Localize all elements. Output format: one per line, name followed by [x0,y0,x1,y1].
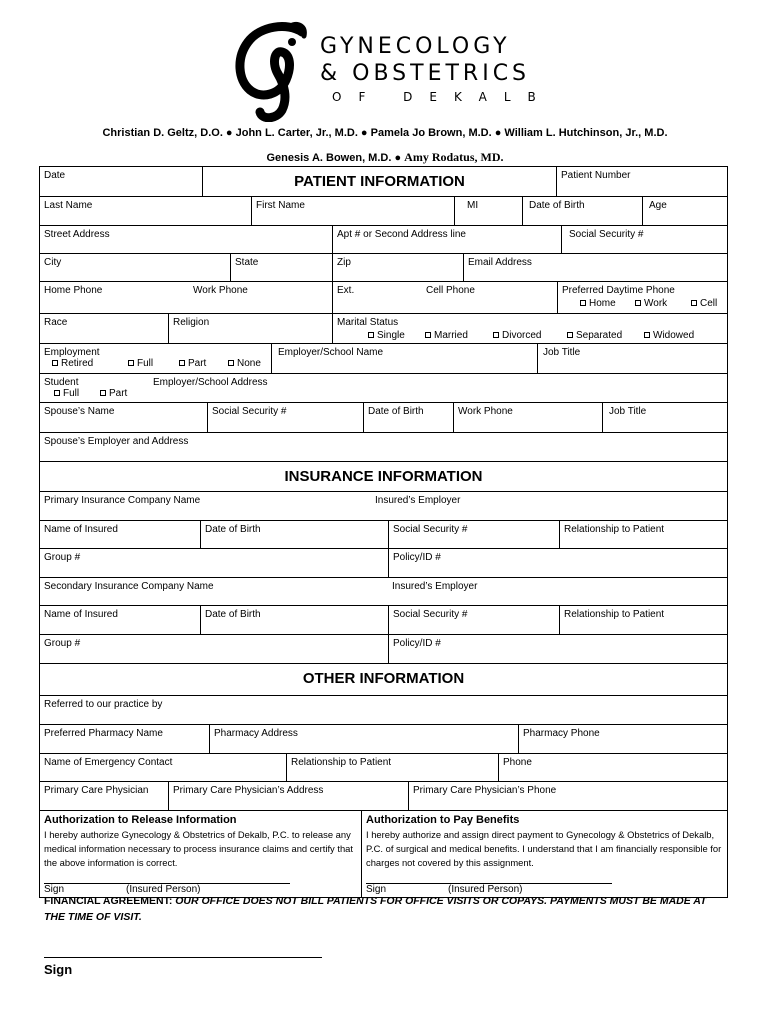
row-pharmacy [40,725,727,754]
separated-label: Separated [576,330,623,341]
relationship-to-patient2-label: Relationship to Patient [564,609,665,620]
religion-field[interactable] [168,314,332,343]
policy-id2-label: Policy/ID # [393,638,441,649]
checkbox-icon [368,332,374,338]
checkbox-icon [128,360,134,366]
group-number2-field[interactable] [40,635,388,663]
name-of-insured-field[interactable] [40,521,200,548]
group-number-field[interactable] [40,549,388,577]
financial-agreement [44,893,724,925]
pcp-address-label: Primary Care Physician’s Address [173,785,324,796]
secondary-insurance-company-field[interactable] [40,578,388,605]
patient-number-field[interactable] [556,167,729,196]
checkbox-icon [644,332,650,338]
insured-ssn2-label: Social Security # [393,609,468,620]
insured-employer-field[interactable] [371,492,729,520]
spouse-job-title-field[interactable] [602,403,729,432]
spouse-work-phone-field[interactable] [453,403,602,432]
logo-text-obstetrics: & OBSTETRICS [320,61,531,86]
spouse-work-phone-label: Work Phone [458,406,513,417]
row-group-2 [40,635,727,664]
single-checkbox[interactable] [368,330,405,341]
pay-benefits-authorization [361,811,729,897]
doctors-list-line1: Christian D. Geltz, D.O. ● John L. Carter, Jr., M.D. ● Pamela Jo Brown, M.D. ● William L. Hutchinson, Jr., M.D. [102,127,668,139]
row-insured-2 [40,606,727,635]
first-name-label: First Name [256,200,305,211]
pay-sign-label: Sign [366,884,387,895]
pharmacy-address-field[interactable] [209,725,518,753]
patient-information-title: PATIENT INFORMATION [294,173,465,190]
relationship-to-patient-field[interactable] [559,521,729,548]
single-label: Single [377,330,405,341]
insured-dob-field[interactable] [200,521,388,548]
release-authorization [40,811,361,897]
job-title-label: Job Title [543,347,581,358]
secondary-insurance-company-label: Secondary Insurance Company Name [44,581,214,592]
apt-label: Apt # or Second Address line [337,229,466,240]
insured-dob2-label: Date of Birth [205,609,261,620]
checkbox-icon [493,332,499,338]
street-address-label: Street Address [44,229,110,240]
checkbox-icon [580,300,586,306]
pcp-label: Primary Care Physician [44,785,149,796]
mi-label: MI [467,200,479,211]
row-secondary-insurance [40,578,727,606]
pharmacy-address-label: Pharmacy Address [214,728,298,739]
pay-benefits-text: I hereby authorize and assign direct payment to Gynecology & Obstetrics of Dekalb, P.C. of surgical and medical benefits. I understand that I am financially responsible for charges not covered by this assignment. [366,829,722,868]
row-authorization [40,811,727,897]
marital-status-field [332,314,729,343]
pharmacy-name-label: Preferred Pharmacy Name [44,728,163,739]
employment-none-checkbox[interactable] [228,358,261,369]
spouse-dob-field[interactable] [363,403,453,432]
street-address-field[interactable] [40,226,332,253]
insured-dob2-field[interactable] [200,606,388,634]
work-phone-label: Work Phone [193,285,248,296]
race-label: Race [44,317,68,328]
employment-none-label: None [237,358,261,369]
emergency-relationship-label: Relationship to Patient [291,757,392,768]
married-checkbox[interactable] [425,330,468,341]
logo-text-of-dekalb: OF DEKALB [332,90,553,104]
logo-g-monogram-icon [232,18,324,122]
row-spouse-employer [40,433,727,462]
married-label: Married [434,330,468,341]
employer-school-address-field[interactable] [147,374,729,402]
employment-full-label: Full [137,358,154,369]
group-number-label: Group # [44,552,81,563]
pcp-address-field[interactable] [168,782,408,810]
pref-home-checkbox[interactable] [580,298,616,309]
student-part-checkbox[interactable] [100,388,127,399]
student-part-label: Part [109,388,128,399]
retired-checkbox[interactable] [52,358,93,369]
doctors-list-line2 [0,150,770,165]
emergency-contact-field[interactable] [40,754,286,781]
policy-id-label: Policy/ID # [393,552,441,563]
last-name-field[interactable] [40,197,251,225]
spouse-name-label: Spouse’s Name [44,406,115,417]
primary-insurance-company-label: Primary Insurance Company Name [44,495,201,506]
emergency-phone-field[interactable] [498,754,729,781]
employment-field [40,344,271,373]
cell-phone-label: Cell Phone [426,285,475,296]
student-full-label: Full [63,388,80,399]
spouse-employer-label: Spouse’s Employer and Address [44,436,189,447]
checkbox-icon [567,332,573,338]
spouse-job-title-label: Job Title [609,406,647,417]
preferred-phone-field [557,282,729,313]
doctor-rodatus: Amy Rodatus, MD. [404,150,504,164]
divorced-label: Divorced [502,330,542,341]
work-phone-field[interactable] [189,282,332,313]
job-title-field[interactable] [537,344,729,373]
emergency-phone-label: Phone [503,757,532,768]
release-authorization-title: Authorization to Release Information [44,814,237,826]
insured-dob-label: Date of Birth [205,524,261,535]
row-emergency [40,754,727,782]
race-field[interactable] [40,314,168,343]
student-full-checkbox[interactable] [54,388,79,399]
city-label: City [44,257,62,268]
age-label: Age [649,200,667,211]
age-field[interactable] [642,197,729,225]
checkbox-icon [228,360,234,366]
row-phones [40,282,727,314]
row-race-marital [40,314,727,344]
ssn-label: Social Security # [569,229,644,240]
retired-label: Retired [61,358,94,369]
employer-school-address-label: Employer/School Address [153,377,268,388]
referred-by-label: Referred to our practice by [44,699,163,710]
checkbox-icon [100,390,106,396]
insured-employer-label: Insured’s Employer [375,495,461,506]
spouse-employer-field[interactable] [40,433,729,461]
checkbox-icon [425,332,431,338]
spouse-ssn-field[interactable] [207,403,363,432]
employer-school-name-field[interactable] [271,344,537,373]
employment-part-checkbox[interactable] [179,358,206,369]
pref-cell-checkbox[interactable] [691,298,717,309]
referred-by-field[interactable] [40,696,729,724]
relationship-to-patient-label: Relationship to Patient [564,524,665,535]
pharmacy-phone-field[interactable] [518,725,729,753]
pcp-phone-field[interactable] [408,782,729,810]
date-field[interactable] [40,167,202,196]
release-sign-label: Sign [44,884,65,895]
checkbox-icon [179,360,185,366]
date-label: Date [44,170,66,181]
row-pcp [40,782,727,811]
relationship-to-patient2-field[interactable] [559,606,729,634]
checkbox-icon [635,300,641,306]
marital-status-label: Marital Status [337,317,399,328]
pref-work-checkbox[interactable] [635,298,667,309]
name-of-insured2-field[interactable] [40,606,200,634]
checkbox-icon [691,300,697,306]
group-number2-label: Group # [44,638,81,649]
row-spouse [40,403,727,433]
pharmacy-name-field[interactable] [40,725,209,753]
cell-phone-field[interactable] [418,282,557,313]
logo-text-gynecology: GYNECOLOGY [320,34,511,59]
first-name-field[interactable] [251,197,454,225]
policy-id-field[interactable] [388,549,729,577]
insurance-information-title: INSURANCE INFORMATION [284,468,483,485]
student-field [40,374,147,402]
patient-info-title-cell [202,167,556,196]
zip-field[interactable] [332,254,463,281]
home-phone-label: Home Phone [44,285,103,296]
insured-employer2-field[interactable] [388,578,729,605]
name-of-insured-label: Name of Insured [44,524,118,535]
state-field[interactable] [230,254,332,281]
state-label: State [235,257,259,268]
employment-part-label: Part [188,358,207,369]
ssn-field[interactable] [561,226,729,253]
ext-field[interactable] [332,282,418,313]
widowed-label: Widowed [653,330,695,341]
row-student [40,374,727,403]
separated-checkbox[interactable] [567,330,622,341]
student-label: Student [44,377,79,388]
checkbox-icon [52,360,58,366]
employer-school-name-label: Employer/School Name [278,347,384,358]
apt-field[interactable] [332,226,561,253]
email-field[interactable] [463,254,729,281]
religion-label: Religion [173,317,210,328]
divorced-checkbox[interactable] [493,330,541,341]
pref-home-label: Home [589,298,616,309]
zip-label: Zip [337,257,351,268]
home-phone-field[interactable] [40,282,189,313]
dob-label: Date of Birth [529,200,585,211]
mi-field[interactable] [454,197,522,225]
row-insurance-title [40,462,727,492]
form-header [0,0,770,168]
spouse-name-field[interactable] [40,403,207,432]
emergency-contact-label: Name of Emergency Contact [44,757,173,768]
pcp-field[interactable] [40,782,168,810]
row-group-1 [40,549,727,578]
financial-agreement-text: OUR OFFICE DOES NOT BILL PATIENTS FOR OFFICE VISITS OR COPAYS. PAYMENTS MUST BE MADE AT THE TIME OF VISIT. [44,895,707,923]
widowed-checkbox[interactable] [644,330,694,341]
insured-ssn-label: Social Security # [393,524,468,535]
name-of-insured2-label: Name of Insured [44,609,118,620]
release-authorization-text: I hereby authorize Gynecology & Obstetrics of Dekalb, P.C. to release any medical information necessary to process insurance claims and certify that the above information is correct. [44,829,353,868]
row-date-title [40,167,727,197]
emergency-relationship-field[interactable] [286,754,498,781]
row-insured-1 [40,521,727,549]
email-label: Email Address [468,257,532,268]
row-primary-insurance [40,492,727,521]
ext-label: Ext. [337,285,355,296]
final-signature-line[interactable] [44,957,322,958]
preferred-phone-label: Preferred Daytime Phone [562,285,675,296]
insured-ssn2-field[interactable] [388,606,559,634]
financial-agreement-lead: FINANCIAL AGREEMENT: [44,895,176,907]
row-referred [40,696,727,725]
release-insured-person-label: (Insured Person) [126,884,201,895]
row-name [40,197,727,226]
city-field[interactable] [40,254,230,281]
pref-work-label: Work [644,298,668,309]
spouse-dob-label: Date of Birth [368,406,424,417]
primary-insurance-company-field[interactable] [40,492,371,520]
row-street [40,226,727,254]
employment-full-checkbox[interactable] [128,358,153,369]
row-city [40,254,727,282]
last-name-label: Last Name [44,200,93,211]
insured-ssn-field[interactable] [388,521,559,548]
final-sign-label: Sign [44,962,73,977]
pay-insured-person-label: (Insured Person) [448,884,523,895]
patient-registration-form [39,166,728,898]
other-information-title: OTHER INFORMATION [302,670,465,687]
practice-logo [232,18,553,122]
checkbox-icon [54,390,60,396]
doctor-bowen: Genesis A. Bowen, M.D. ● [266,152,405,164]
insured-employer2-label: Insured’s Employer [392,581,478,592]
pharmacy-phone-label: Pharmacy Phone [523,728,600,739]
pcp-phone-label: Primary Care Physician’s Phone [413,785,557,796]
patient-number-label: Patient Number [561,170,631,181]
pay-benefits-title: Authorization to Pay Benefits [366,814,520,826]
row-other-title [40,664,727,696]
policy-id2-field[interactable] [388,635,729,663]
pref-cell-label: Cell [700,298,718,309]
employment-label: Employment [44,347,100,358]
row-employment [40,344,727,374]
date-of-birth-field[interactable] [522,197,642,225]
spouse-ssn-label: Social Security # [212,406,287,417]
